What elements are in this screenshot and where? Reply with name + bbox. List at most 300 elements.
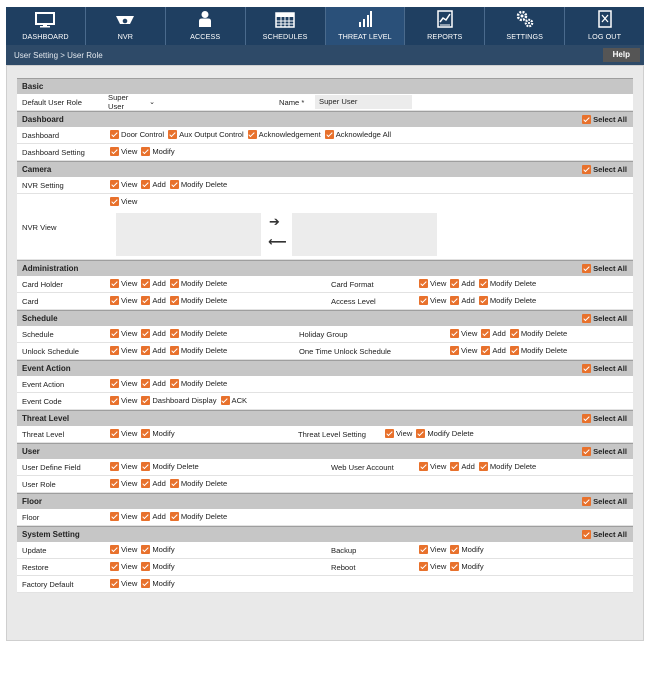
permission-label: User Define Field bbox=[22, 463, 81, 472]
checkbox-checked-icon bbox=[450, 279, 459, 288]
permission-row bbox=[17, 576, 633, 593]
option-checkbox[interactable] bbox=[419, 462, 446, 471]
option-checkbox[interactable] bbox=[168, 130, 244, 139]
select-all-checkbox[interactable] bbox=[582, 497, 627, 506]
permission-options bbox=[110, 279, 231, 288]
checkbox-checked-icon bbox=[110, 279, 119, 288]
option-label: View bbox=[430, 545, 447, 554]
option-label: Modify Delete bbox=[489, 462, 537, 471]
permission-row bbox=[17, 144, 633, 161]
permission-row bbox=[17, 393, 633, 410]
section-header bbox=[17, 443, 633, 459]
option-label: Modify Delete bbox=[427, 429, 474, 438]
checkbox-checked-icon bbox=[510, 329, 519, 338]
option-label: Modify Delete bbox=[180, 180, 228, 189]
option-checkbox[interactable] bbox=[110, 147, 137, 156]
checkbox-checked-icon bbox=[141, 346, 150, 355]
monitor-icon bbox=[35, 12, 55, 28]
checkbox-checked-icon bbox=[141, 296, 150, 305]
permission-options bbox=[110, 296, 231, 305]
permission-label: Event Code bbox=[22, 397, 62, 406]
section-header bbox=[17, 78, 633, 94]
option-checkbox[interactable] bbox=[110, 545, 137, 554]
name-label: Name * bbox=[279, 98, 305, 107]
checkbox-checked-icon bbox=[582, 414, 591, 423]
option-label: Modify Delete bbox=[489, 279, 537, 288]
section-camera bbox=[17, 161, 633, 260]
option-label: Modify bbox=[152, 562, 175, 571]
option-checkbox[interactable] bbox=[385, 429, 412, 438]
option-checkbox[interactable] bbox=[110, 130, 164, 139]
section-title: Floor bbox=[22, 497, 42, 506]
permission-row bbox=[17, 376, 633, 393]
section-title: Event Action bbox=[22, 364, 71, 373]
option-checkbox[interactable] bbox=[170, 279, 227, 288]
option-checkbox[interactable] bbox=[110, 562, 137, 571]
option-label: Add bbox=[492, 329, 506, 338]
option-label: Dashboard Display bbox=[152, 396, 217, 405]
permission-label: Floor bbox=[22, 513, 40, 522]
nav-label: ACCESS bbox=[190, 32, 221, 41]
checkbox-checked-icon bbox=[141, 396, 150, 405]
option-checkbox[interactable] bbox=[479, 296, 536, 305]
option-label: Acknowledge All bbox=[335, 130, 392, 139]
select-all-label: Select All bbox=[593, 165, 627, 174]
checkbox-checked-icon bbox=[170, 296, 179, 305]
permission-row bbox=[17, 426, 633, 443]
permission-row bbox=[17, 127, 633, 144]
permission-options bbox=[110, 579, 179, 588]
section-header bbox=[17, 410, 633, 426]
nav-schedules[interactable] bbox=[246, 7, 326, 45]
gears-icon bbox=[516, 10, 534, 28]
option-checkbox[interactable] bbox=[141, 462, 198, 471]
option-checkbox[interactable] bbox=[170, 296, 227, 305]
checkbox-checked-icon bbox=[110, 562, 119, 571]
permission-label: Holiday Group bbox=[299, 330, 348, 339]
checkbox-checked-icon bbox=[110, 130, 119, 139]
option-label: Modify Delete bbox=[180, 296, 228, 305]
checkbox-checked-icon bbox=[419, 462, 428, 471]
name-field[interactable]: Super User bbox=[315, 95, 412, 109]
permission-options bbox=[419, 279, 540, 288]
section-threat-level bbox=[17, 410, 633, 443]
permission-label: Card bbox=[22, 297, 39, 306]
option-label: Add bbox=[152, 346, 166, 355]
section-floor bbox=[17, 493, 633, 526]
checkbox-checked-icon bbox=[385, 429, 394, 438]
report-icon bbox=[436, 10, 454, 28]
option-checkbox[interactable] bbox=[419, 545, 446, 554]
select-all-checkbox[interactable] bbox=[582, 314, 627, 323]
option-checkbox[interactable] bbox=[248, 130, 321, 139]
permission-label: Threat Level Setting bbox=[298, 430, 366, 439]
permission-label: Threat Level bbox=[22, 430, 65, 439]
option-checkbox[interactable] bbox=[110, 329, 137, 338]
default-user-role-value: Super User bbox=[108, 93, 129, 111]
option-checkbox[interactable] bbox=[110, 512, 137, 521]
permission-row bbox=[17, 293, 633, 310]
permission-label: Dashboard bbox=[22, 131, 60, 140]
select-all-checkbox[interactable] bbox=[582, 447, 627, 456]
permission-options bbox=[110, 429, 179, 438]
option-checkbox[interactable] bbox=[170, 379, 227, 388]
option-checkbox[interactable] bbox=[479, 462, 536, 471]
option-checkbox[interactable] bbox=[419, 279, 446, 288]
permission-label: NVR View bbox=[22, 223, 57, 232]
chevron-down-icon: ⌄ bbox=[149, 99, 155, 106]
option-checkbox[interactable] bbox=[141, 545, 174, 554]
checkbox-checked-icon bbox=[416, 429, 425, 438]
option-label: Add bbox=[461, 462, 475, 471]
permission-options bbox=[110, 197, 141, 206]
checkbox-checked-icon bbox=[110, 379, 119, 388]
option-label: View bbox=[121, 296, 138, 305]
checkbox-checked-icon bbox=[450, 346, 459, 355]
option-checkbox[interactable] bbox=[141, 329, 166, 338]
permission-options bbox=[110, 462, 203, 471]
nav-label: SCHEDULES bbox=[262, 32, 308, 41]
option-checkbox[interactable] bbox=[325, 130, 391, 139]
option-label: Modify Delete bbox=[152, 462, 199, 471]
option-label: View bbox=[121, 512, 138, 521]
option-checkbox[interactable] bbox=[141, 296, 166, 305]
checkbox-checked-icon bbox=[419, 562, 428, 571]
option-label: View bbox=[121, 180, 138, 189]
option-label: View bbox=[121, 462, 138, 471]
permission-label: User Role bbox=[22, 480, 56, 489]
checkbox-checked-icon bbox=[419, 279, 428, 288]
selected-nvr-list[interactable] bbox=[292, 213, 437, 256]
permission-label: Dashboard Setting bbox=[22, 148, 85, 157]
option-label: View bbox=[121, 545, 138, 554]
permission-row bbox=[17, 326, 633, 343]
option-checkbox[interactable] bbox=[141, 562, 174, 571]
option-label: View bbox=[121, 429, 138, 438]
checkbox-checked-icon bbox=[141, 147, 150, 156]
permission-label: Restore bbox=[22, 563, 49, 572]
permission-label: One Time Unlock Schedule bbox=[299, 347, 392, 356]
permission-options bbox=[450, 329, 571, 338]
permission-label: Web User Account bbox=[331, 463, 394, 472]
permission-options bbox=[110, 512, 231, 521]
checkbox-checked-icon bbox=[141, 462, 150, 471]
permission-options bbox=[110, 396, 251, 405]
nav-label: NVR bbox=[117, 32, 134, 41]
top-navbar bbox=[6, 7, 644, 45]
option-checkbox[interactable] bbox=[110, 429, 137, 438]
checkbox-checked-icon bbox=[582, 497, 591, 506]
nav-threat-level[interactable] bbox=[326, 7, 406, 45]
option-checkbox[interactable] bbox=[419, 296, 446, 305]
permission-label: Backup bbox=[331, 546, 357, 555]
nav-label: REPORTS bbox=[427, 32, 463, 41]
option-label: Add bbox=[461, 296, 475, 305]
option-label: Door Control bbox=[121, 130, 165, 139]
select-all-checkbox[interactable] bbox=[582, 364, 627, 373]
option-checkbox[interactable] bbox=[141, 379, 166, 388]
permission-options bbox=[110, 545, 179, 554]
select-all-label: Select All bbox=[593, 447, 627, 456]
permission-row bbox=[17, 459, 633, 476]
option-label: Modify Delete bbox=[180, 479, 228, 488]
nav-nvr[interactable] bbox=[86, 7, 166, 45]
select-all-label: Select All bbox=[593, 414, 627, 423]
nav-reports[interactable] bbox=[405, 7, 485, 45]
permission-options bbox=[110, 346, 231, 355]
section-event-action bbox=[17, 360, 633, 410]
option-label: View bbox=[121, 579, 138, 588]
permission-row bbox=[17, 509, 633, 526]
section-title: Camera bbox=[22, 165, 52, 174]
option-label: View bbox=[121, 197, 138, 206]
section-system-setting bbox=[17, 526, 633, 593]
checkbox-checked-icon bbox=[110, 462, 119, 471]
option-label: View bbox=[121, 329, 138, 338]
permission-label: Update bbox=[22, 546, 47, 555]
help-button[interactable]: Help bbox=[603, 48, 640, 62]
person-icon bbox=[197, 10, 213, 28]
checkbox-checked-icon bbox=[168, 130, 177, 139]
select-all-label: Select All bbox=[593, 530, 627, 539]
checkbox-checked-icon bbox=[170, 379, 179, 388]
checkbox-checked-icon bbox=[141, 545, 150, 554]
checkbox-checked-icon bbox=[450, 545, 459, 554]
option-checkbox[interactable] bbox=[510, 346, 567, 355]
checkbox-checked-icon bbox=[141, 429, 150, 438]
default-user-role-select[interactable] bbox=[105, 93, 155, 111]
option-checkbox[interactable] bbox=[141, 579, 174, 588]
checkbox-checked-icon bbox=[110, 545, 119, 554]
permission-row bbox=[17, 476, 633, 493]
checkbox-checked-icon bbox=[419, 296, 428, 305]
permission-options bbox=[419, 562, 488, 571]
option-label: Modify Delete bbox=[180, 512, 228, 521]
permission-options bbox=[110, 180, 231, 189]
option-checkbox[interactable] bbox=[510, 329, 567, 338]
permission-options bbox=[110, 479, 231, 488]
checkbox-checked-icon bbox=[582, 314, 591, 323]
exit-icon bbox=[597, 10, 613, 28]
breadcrumb: User Setting > User Role bbox=[14, 50, 103, 60]
section-title: User bbox=[22, 447, 40, 456]
option-label: Add bbox=[152, 180, 166, 189]
select-all-checkbox[interactable] bbox=[582, 165, 627, 174]
option-checkbox[interactable] bbox=[170, 180, 227, 189]
permission-options bbox=[450, 346, 571, 355]
checkbox-checked-icon bbox=[582, 165, 591, 174]
option-checkbox[interactable] bbox=[450, 545, 483, 554]
option-checkbox[interactable] bbox=[110, 279, 137, 288]
option-checkbox[interactable] bbox=[141, 396, 216, 405]
checkbox-checked-icon bbox=[110, 346, 119, 355]
select-all-checkbox[interactable] bbox=[582, 264, 627, 273]
checkbox-checked-icon bbox=[170, 279, 179, 288]
option-label: View bbox=[121, 479, 138, 488]
option-checkbox[interactable] bbox=[141, 512, 166, 521]
nav-label: DASHBOARD bbox=[22, 32, 69, 41]
nav-logout[interactable] bbox=[565, 7, 644, 45]
nvr-view-row bbox=[17, 194, 633, 260]
section-user bbox=[17, 443, 633, 493]
checkbox-checked-icon bbox=[141, 579, 150, 588]
checkbox-checked-icon bbox=[481, 329, 490, 338]
option-label: ACK bbox=[231, 396, 248, 405]
checkbox-checked-icon bbox=[582, 364, 591, 373]
option-checkbox[interactable] bbox=[221, 396, 248, 405]
option-checkbox[interactable] bbox=[110, 379, 137, 388]
option-checkbox[interactable] bbox=[481, 346, 506, 355]
option-checkbox[interactable] bbox=[141, 147, 174, 156]
option-label: Add bbox=[152, 329, 166, 338]
option-checkbox[interactable] bbox=[141, 429, 174, 438]
select-all-label: Select All bbox=[593, 115, 627, 124]
option-label: View bbox=[461, 329, 478, 338]
checkbox-checked-icon bbox=[450, 562, 459, 571]
checkbox-checked-icon bbox=[110, 396, 119, 405]
section-dashboard bbox=[17, 111, 633, 161]
checkbox-checked-icon bbox=[110, 147, 119, 156]
option-label: View bbox=[396, 429, 413, 438]
permission-label: NVR Setting bbox=[22, 181, 64, 190]
checkbox-checked-icon bbox=[248, 130, 257, 139]
checkbox-checked-icon bbox=[582, 530, 591, 539]
option-label: Add bbox=[492, 346, 506, 355]
option-checkbox[interactable] bbox=[141, 479, 166, 488]
option-label: View bbox=[121, 147, 138, 156]
option-checkbox[interactable] bbox=[170, 346, 227, 355]
option-checkbox[interactable] bbox=[110, 479, 137, 488]
option-checkbox[interactable] bbox=[141, 346, 166, 355]
permission-options bbox=[110, 147, 179, 156]
section-header bbox=[17, 111, 633, 127]
permission-options bbox=[110, 329, 231, 338]
option-checkbox[interactable] bbox=[450, 329, 477, 338]
nav-settings[interactable] bbox=[485, 7, 565, 45]
option-checkbox[interactable] bbox=[110, 197, 137, 206]
nav-label: SETTINGS bbox=[506, 32, 544, 41]
option-checkbox[interactable] bbox=[450, 462, 475, 471]
select-all-label: Select All bbox=[593, 364, 627, 373]
option-checkbox[interactable] bbox=[450, 296, 475, 305]
checkbox-checked-icon bbox=[170, 180, 179, 189]
default-user-role-label: Default User Role bbox=[22, 98, 82, 107]
option-checkbox[interactable] bbox=[110, 346, 137, 355]
option-label: View bbox=[430, 296, 447, 305]
nav-dashboard[interactable] bbox=[6, 7, 86, 45]
option-checkbox[interactable] bbox=[110, 579, 137, 588]
option-label: Modify bbox=[461, 562, 484, 571]
arrow-left-icon[interactable]: ⟵ bbox=[268, 234, 287, 249]
option-checkbox[interactable] bbox=[450, 279, 475, 288]
option-label: Aux Output Control bbox=[179, 130, 244, 139]
option-checkbox[interactable] bbox=[110, 462, 137, 471]
checkbox-checked-icon bbox=[582, 264, 591, 273]
checkbox-checked-icon bbox=[141, 479, 150, 488]
row-spacer bbox=[412, 94, 633, 110]
section-basic bbox=[17, 78, 633, 111]
select-all-checkbox[interactable] bbox=[582, 530, 627, 539]
option-checkbox[interactable] bbox=[450, 562, 483, 571]
option-checkbox[interactable] bbox=[170, 329, 227, 338]
available-nvr-list[interactable] bbox=[116, 213, 261, 256]
option-checkbox[interactable] bbox=[141, 180, 166, 189]
permission-row bbox=[17, 343, 633, 360]
checkbox-checked-icon bbox=[141, 279, 150, 288]
checkbox-checked-icon bbox=[110, 512, 119, 521]
option-label: Modify Delete bbox=[520, 329, 568, 338]
permission-row bbox=[17, 542, 633, 559]
checkbox-checked-icon bbox=[221, 396, 230, 405]
option-label: Add bbox=[152, 379, 166, 388]
select-all-label: Select All bbox=[593, 264, 627, 273]
section-header bbox=[17, 360, 633, 376]
checkbox-checked-icon bbox=[481, 346, 490, 355]
checkbox-checked-icon bbox=[110, 479, 119, 488]
section-header bbox=[17, 526, 633, 542]
checkbox-checked-icon bbox=[141, 512, 150, 521]
option-checkbox[interactable] bbox=[141, 279, 166, 288]
checkbox-checked-icon bbox=[450, 296, 459, 305]
checkbox-checked-icon bbox=[141, 379, 150, 388]
permission-label: Access Level bbox=[331, 297, 376, 306]
arrow-right-icon[interactable]: ➔ bbox=[269, 214, 280, 229]
option-checkbox[interactable] bbox=[110, 180, 137, 189]
checkbox-checked-icon bbox=[479, 296, 488, 305]
option-checkbox[interactable] bbox=[419, 562, 446, 571]
permission-label: Card Format bbox=[331, 280, 374, 289]
option-label: Modify bbox=[152, 147, 175, 156]
section-administration bbox=[17, 260, 633, 310]
option-label: View bbox=[121, 396, 138, 405]
checkbox-checked-icon bbox=[170, 512, 179, 521]
permission-label: Unlock Schedule bbox=[22, 347, 79, 356]
breadcrumb-bar bbox=[6, 45, 644, 65]
section-title: Administration bbox=[22, 264, 79, 273]
permission-options bbox=[110, 379, 231, 388]
nav-access[interactable] bbox=[166, 7, 246, 45]
option-checkbox[interactable] bbox=[170, 479, 227, 488]
option-checkbox[interactable] bbox=[479, 279, 536, 288]
permission-options bbox=[110, 562, 179, 571]
select-all-label: Select All bbox=[593, 497, 627, 506]
option-checkbox[interactable] bbox=[110, 396, 137, 405]
checkbox-checked-icon bbox=[582, 115, 591, 124]
option-label: Add bbox=[152, 296, 166, 305]
option-label: Add bbox=[152, 512, 166, 521]
checkbox-checked-icon bbox=[110, 197, 119, 206]
checkbox-checked-icon bbox=[479, 462, 488, 471]
checkbox-checked-icon bbox=[110, 329, 119, 338]
checkbox-checked-icon bbox=[110, 296, 119, 305]
select-all-checkbox[interactable] bbox=[582, 115, 627, 124]
option-checkbox[interactable] bbox=[450, 346, 477, 355]
option-checkbox[interactable] bbox=[170, 512, 227, 521]
section-header bbox=[17, 260, 633, 276]
permission-row bbox=[17, 559, 633, 576]
option-checkbox[interactable] bbox=[110, 296, 137, 305]
option-label: View bbox=[121, 562, 138, 571]
calendar-icon bbox=[275, 12, 295, 28]
option-checkbox[interactable] bbox=[481, 329, 506, 338]
section-title: Dashboard bbox=[22, 115, 64, 124]
permission-label: Reboot bbox=[331, 563, 356, 572]
checkbox-checked-icon bbox=[582, 447, 591, 456]
option-checkbox[interactable] bbox=[416, 429, 473, 438]
select-all-checkbox[interactable] bbox=[582, 414, 627, 423]
option-label: View bbox=[121, 346, 138, 355]
option-label: Add bbox=[461, 279, 475, 288]
